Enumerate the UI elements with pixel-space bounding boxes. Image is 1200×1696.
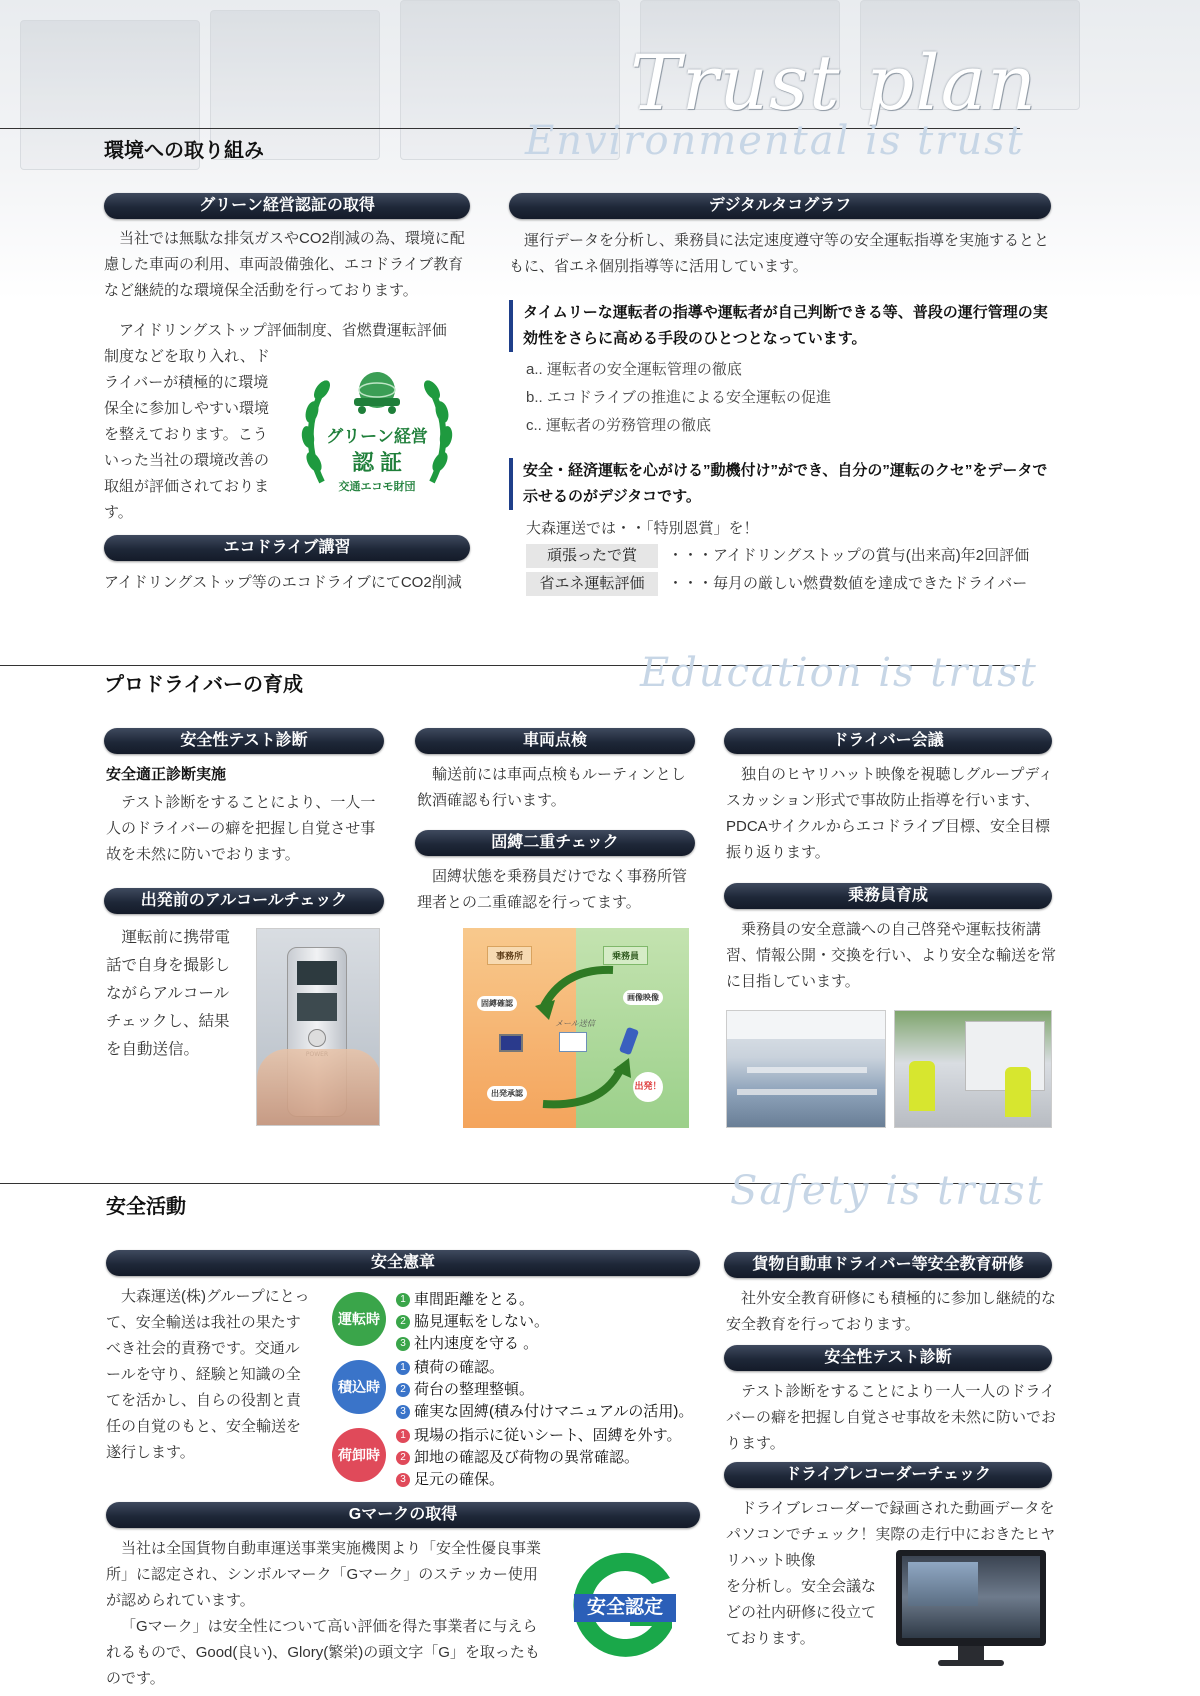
safety-test-label: 安全性テスト診断	[104, 728, 384, 754]
edu-section-title: プロドライバーの育成	[104, 674, 303, 696]
truck-training-text: 社外安全教育研修にも積極的に参加し継続的な安全教育を行っております。	[726, 1290, 1057, 1333]
gmark-text-2: 「Gマーク」は安全性について高い評価を得た事業者に与えられるもので、Good(良い)、Glory(繁栄)の頭文字「G」を取ったものです。	[106, 1618, 540, 1687]
digital-tacho-point1: タイムリーな運転者の指導や運転者が自己判断できる等、普段の運行管理の実効性をさらに高める手段のひとつとなっています。	[509, 300, 1054, 352]
driving-rule-1: 1 車間距離をとる。	[396, 1288, 534, 1309]
monitor-photo	[888, 1550, 1052, 1670]
unloading-rule-1: 1 現場の指示に従いシート、固縛を外す。	[396, 1424, 681, 1445]
safety-test-heading: 安全適正診断実施	[106, 766, 227, 783]
digital-tacho-label: デジタルタコグラフ	[509, 193, 1051, 219]
gmark-logo	[560, 1538, 690, 1676]
digital-tacho-intro: 運行データを分析し、乗務員に法定速度遵守等の安全運転指導を実施するとともに、省エネ個別指導等に活用しています。	[509, 232, 1050, 275]
diagram-office: 事務所	[487, 946, 532, 965]
unloading-rule-3: 3 足元の確保。	[396, 1468, 504, 1489]
unloading-rule-2: 2 卸地の確認及び荷物の異常確認。	[396, 1446, 639, 1467]
tacho-item-c: c.. 運転者の労務管理の徹底	[526, 417, 712, 434]
double-check-diagram	[463, 928, 689, 1128]
green-logo-line2: 認 証	[351, 450, 403, 475]
loading-rule-3: 3 確実な固縛(積み付けマニュアルの活用)。	[396, 1400, 693, 1421]
crew-training-label: 乗務員育成	[724, 883, 1052, 909]
eco-drive-text: アイドリングストップ等のエコドライブにてCO2削減	[104, 574, 462, 591]
diagram-depart: 出発！	[633, 1072, 663, 1102]
badge-loading: 積込時	[332, 1360, 386, 1414]
alcohol-device-photo	[256, 928, 380, 1126]
safety-test-2-label: 安全性テスト診断	[724, 1345, 1052, 1371]
diagram-crew: 乗務員	[603, 946, 648, 965]
alcohol-check-label: 出発前のアルコールチェック	[104, 888, 384, 914]
env-script-subtitle: Environmental is trust	[525, 118, 1025, 164]
green-logo-arc: 交通エコモ財団	[338, 481, 416, 493]
env-section-title: 環境への取り組み	[104, 140, 264, 162]
award2-text: ・・・毎月の厳しい燃費数値を達成できたドライバー	[668, 575, 1028, 592]
safety-test-text: テスト診断をすることにより、一人一人のドライバーの癖を把握し自覚させ事故を未然に防いでおります。	[106, 794, 376, 863]
gmark-label: Gマークの取得	[106, 1502, 700, 1528]
driver-meeting-text: 独自のヒヤリハット映像を視聴しグループディスカッション形式で事故防止指導を行います、PDCAサイクルからエコドライブ目標、安全目標振り返ります。	[726, 766, 1054, 861]
safety-test-2-text: テスト診断をすることにより一人一人のドライバーの癖を把握し自覚させ事故を未然に防いでおります。	[726, 1383, 1057, 1452]
driver-meeting-label: ドライバー会議	[724, 728, 1052, 754]
diagram-image: 画像映像	[623, 990, 663, 1005]
double-check-text: 固縛状態を乗務員だけでなく事務所管理者との二重確認を行ってます。	[417, 868, 688, 911]
drive-recorder-text-2: を分析し。安全会議などの社内研修に役立てております。	[726, 1578, 877, 1647]
training-photo	[894, 1010, 1052, 1128]
safety-script-subtitle: Safety is trust	[730, 1168, 1045, 1214]
green-cert-label: グリーン経営認証の取得	[104, 193, 470, 219]
award1-text: ・・・アイドリングストップの賞与(出来高)年2回評価	[668, 547, 1030, 564]
loading-rule-1: 1 積荷の確認。	[396, 1356, 504, 1377]
tacho-item-b: b.. エコドライブの推進による安全運転の促進	[526, 389, 831, 406]
drive-recorder-label: ドライブレコーダーチェック	[724, 1462, 1052, 1488]
badge-unloading: 荷卸時	[332, 1428, 386, 1482]
edu-script-subtitle: Education is trust	[640, 650, 1038, 696]
safety-charter-text: 大森運送(株)グループにとって、安全輸送は我社の果たすべき社会的責務です。交通ルールを守り、経験と知識の全てを活かし、自らの役割と責任の自覚のもと、安全輸送を遂行します。	[106, 1288, 310, 1461]
crew-training-text: 乗務員の安全意識への自己啓発や運転技術講習、情報公開・交換を行い、より安全な輸送を常に目指しています。	[726, 921, 1057, 990]
safety-section-title: 安全活動	[106, 1196, 186, 1218]
driving-rule-3: 3 社内速度を守る 。	[396, 1332, 538, 1353]
double-check-label: 固縛二重チェック	[415, 830, 695, 856]
flow-arrows	[463, 928, 689, 1128]
gmark-text-1: 当社は全国貨物自動車運送事業実施機関より「安全性優良事業所」に認定され、シンボルマーク「Gマーク」のステッカー使用が認められています。	[106, 1540, 542, 1609]
alcohol-check-text: 運転前に携帯電話で自身を撮影しながらアルコールチェックし、結果を自動送信。	[106, 929, 231, 1058]
award1-tag: 頑張ったで賞	[526, 544, 658, 568]
vehicle-inspection-label: 車両点検	[415, 728, 695, 754]
eco-drive-label: エコドライブ講習	[104, 535, 470, 561]
green-cert-text-2a: アイドリングストップ評価制度、省燃費運転評価	[119, 322, 447, 339]
driving-rule-2: 2 脇見運転をしない。	[396, 1310, 549, 1331]
green-cert-text-2b: 制度などを取り入れ、ドライバーが積極的に環境保全に参加しやすい環境を整えております。こういった当社の環境改善の取組が評価されております。	[104, 348, 270, 521]
loading-rule-2: 2 荷台の整理整頓。	[396, 1378, 534, 1399]
diagram-approve: 出発承認	[487, 1086, 527, 1101]
diagram-mail: メール送信	[555, 1019, 595, 1028]
digital-tacho-point2: 安全・経済運転を心がける”動機付け”ができ、自分の”運転のクセ”をデータで示せるのがデジタコです。	[509, 458, 1054, 510]
main-title: Trust plan	[630, 38, 1037, 127]
diagram-confirm: 固縛確認	[477, 996, 517, 1011]
green-logo-line1: グリーン経営	[326, 427, 428, 446]
drive-recorder-text-1: ドライブレコーダーで録画された動画データをパソコンでチェック！実際の走行中におきたヒヤリハット映像	[726, 1500, 1056, 1569]
gmark-logo-text: 安全認定	[574, 1594, 676, 1622]
badge-driving: 運転時	[332, 1292, 386, 1346]
safety-charter-label: 安全憲章	[106, 1250, 700, 1276]
green-cert-text: 当社では無駄な排気ガスやCO2削減の為、環境に配慮した車両の利用、車両設備強化、エコドライブ教育など継続的な環境保全活動を行っております。	[104, 230, 465, 299]
green-cert-logo	[292, 352, 462, 512]
award2-tag: 省エネ運転評価	[526, 572, 658, 596]
meeting-photo	[726, 1010, 886, 1128]
truck-training-label: 貨物自動車ドライバー等安全教育研修	[724, 1252, 1052, 1278]
vehicle-inspection-text: 輸送前には車両点検もルーティンとし飲酒確認も行います。	[417, 766, 686, 809]
award-intro: 大森運送では・・「特別恩賞」を！	[526, 520, 759, 537]
tacho-item-a: a.. 運転者の安全運転管理の徹底	[526, 361, 742, 378]
